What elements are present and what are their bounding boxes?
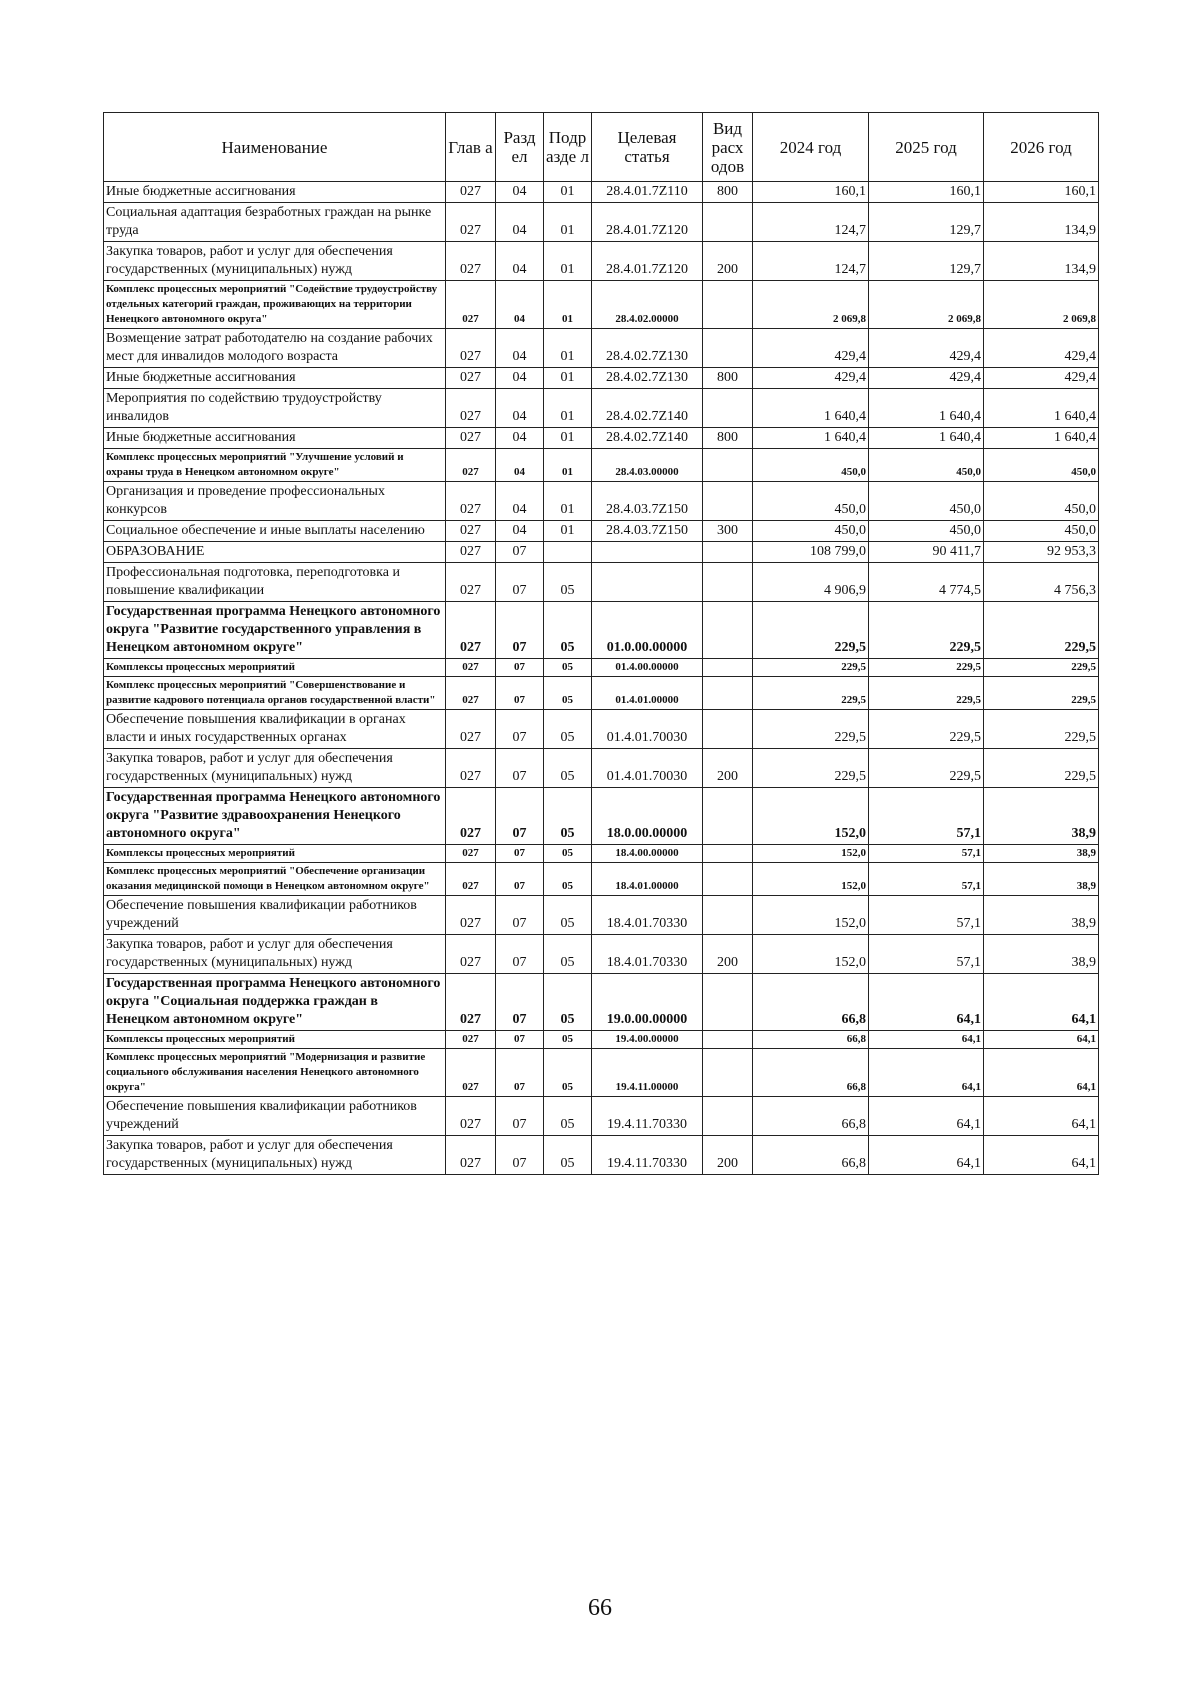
cell-2026: 229,5: [984, 602, 1099, 659]
table-row: [104, 1049, 1099, 1097]
cell-name: Обеспечение повышения квалификации работников учреждений: [104, 896, 446, 935]
cell-2024: 160,1: [753, 182, 869, 203]
cell-podrazdel: 05: [544, 659, 592, 677]
cell-vid-rashodov: [703, 329, 753, 368]
cell-vid-rashodov: [703, 482, 753, 521]
cell-razdel: 04: [496, 428, 544, 449]
cell-glava: 027: [446, 182, 496, 203]
cell-2026: 38,9: [984, 845, 1099, 863]
cell-razdel: 04: [496, 182, 544, 203]
cell-2025: 90 411,7: [869, 542, 984, 563]
cell-2026: 229,5: [984, 659, 1099, 677]
cell-2025: 4 774,5: [869, 563, 984, 602]
cell-2024: 229,5: [753, 677, 869, 710]
cell-vid-rashodov: [703, 563, 753, 602]
cell-razdel: 04: [496, 521, 544, 542]
cell-2026: 450,0: [984, 521, 1099, 542]
cell-name: Государственная программа Ненецкого автономного округа "Развитие здравоохранения Ненецкого автономного округа": [104, 788, 446, 845]
cell-name: Закупка товаров, работ и услуг для обеспечения государственных (муниципальных) нужд: [104, 749, 446, 788]
cell-glava: 027: [446, 281, 496, 329]
cell-podrazdel: 05: [544, 845, 592, 863]
cell-name: Государственная программа Ненецкого автономного округа "Развитие государственного управления в Ненецком автономном округе": [104, 602, 446, 659]
cell-2025: 229,5: [869, 659, 984, 677]
cell-podrazdel: 01: [544, 281, 592, 329]
cell-2026: 64,1: [984, 1097, 1099, 1136]
cell-2025: 129,7: [869, 203, 984, 242]
cell-vid-rashodov: [703, 449, 753, 482]
cell-razdel: 07: [496, 677, 544, 710]
cell-2024: 1 640,4: [753, 389, 869, 428]
cell-glava: 027: [446, 935, 496, 974]
cell-podrazdel: 05: [544, 1097, 592, 1136]
budget-table: [103, 112, 1099, 1175]
cell-name: Государственная программа Ненецкого автономного округа "Социальная поддержка граждан в Ненецком автономном округе": [104, 974, 446, 1031]
cell-2026: 2 069,8: [984, 281, 1099, 329]
cell-2026: 160,1: [984, 182, 1099, 203]
cell-podrazdel: 05: [544, 896, 592, 935]
cell-2025: 64,1: [869, 974, 984, 1031]
cell-celevaya-statya: 01.4.01.70030: [592, 710, 703, 749]
cell-razdel: 07: [496, 1097, 544, 1136]
cell-2026: 4 756,3: [984, 563, 1099, 602]
cell-2025: 64,1: [869, 1097, 984, 1136]
cell-podrazdel: 05: [544, 710, 592, 749]
cell-glava: 027: [446, 974, 496, 1031]
table-row: [104, 896, 1099, 935]
table-header-row: [104, 113, 1099, 182]
cell-podrazdel: 05: [544, 563, 592, 602]
header-celevaya-statya: Целевая статья: [592, 113, 703, 182]
header-vid-rashodov: Вид расх одов: [703, 113, 753, 182]
cell-glava: 027: [446, 542, 496, 563]
table-row: [104, 974, 1099, 1031]
cell-name: Комплексы процессных мероприятий: [104, 659, 446, 677]
cell-podrazdel: 05: [544, 974, 592, 1031]
cell-vid-rashodov: [703, 281, 753, 329]
cell-celevaya-statya: 18.4.01.00000: [592, 863, 703, 896]
table-row: [104, 1097, 1099, 1136]
cell-vid-rashodov: [703, 863, 753, 896]
cell-razdel: 07: [496, 896, 544, 935]
cell-razdel: 07: [496, 935, 544, 974]
header-name: Наименование: [104, 113, 446, 182]
table-row: [104, 935, 1099, 974]
cell-2024: 450,0: [753, 482, 869, 521]
cell-celevaya-statya: 28.4.01.7Z120: [592, 242, 703, 281]
cell-glava: 027: [446, 788, 496, 845]
cell-vid-rashodov: [703, 677, 753, 710]
cell-name: Возмещение затрат работодателю на создание рабочих мест для инвалидов молодого возраста: [104, 329, 446, 368]
cell-podrazdel: 01: [544, 389, 592, 428]
table-row: [104, 677, 1099, 710]
cell-razdel: 07: [496, 1049, 544, 1097]
cell-2025: 64,1: [869, 1031, 984, 1049]
cell-vid-rashodov: [703, 203, 753, 242]
cell-celevaya-statya: 19.0.00.00000: [592, 974, 703, 1031]
cell-glava: 027: [446, 389, 496, 428]
cell-2024: 66,8: [753, 1136, 869, 1175]
cell-2024: 66,8: [753, 1097, 869, 1136]
cell-vid-rashodov: [703, 1097, 753, 1136]
table-row: [104, 749, 1099, 788]
cell-2025: 2 069,8: [869, 281, 984, 329]
cell-2025: 229,5: [869, 677, 984, 710]
cell-2025: 450,0: [869, 449, 984, 482]
cell-2026: 229,5: [984, 677, 1099, 710]
cell-glava: 027: [446, 710, 496, 749]
cell-celevaya-statya: 28.4.01.7Z120: [592, 203, 703, 242]
cell-podrazdel: 01: [544, 368, 592, 389]
cell-2025: 64,1: [869, 1049, 984, 1097]
cell-name: Комплекс процессных мероприятий "Содействие трудоустройству отдельных категорий граждан, проживающих на территории Ненецкого автономного округа": [104, 281, 446, 329]
cell-2026: 134,9: [984, 242, 1099, 281]
cell-name: Иные бюджетные ассигнования: [104, 428, 446, 449]
cell-2026: 134,9: [984, 203, 1099, 242]
cell-2024: 2 069,8: [753, 281, 869, 329]
table-row: [104, 203, 1099, 242]
cell-2024: 108 799,0: [753, 542, 869, 563]
cell-2024: 229,5: [753, 710, 869, 749]
cell-razdel: 07: [496, 563, 544, 602]
cell-vid-rashodov: [703, 542, 753, 563]
cell-vid-rashodov: [703, 659, 753, 677]
cell-celevaya-statya: 18.4.01.70330: [592, 935, 703, 974]
cell-name: Социальное обеспечение и иные выплаты населению: [104, 521, 446, 542]
table-row: [104, 845, 1099, 863]
cell-vid-rashodov: [703, 710, 753, 749]
cell-celevaya-statya: 19.4.00.00000: [592, 1031, 703, 1049]
cell-2026: 38,9: [984, 788, 1099, 845]
cell-glava: 027: [446, 749, 496, 788]
cell-2025: 450,0: [869, 482, 984, 521]
cell-podrazdel: 01: [544, 482, 592, 521]
cell-celevaya-statya: 18.0.00.00000: [592, 788, 703, 845]
cell-vid-rashodov: 200: [703, 1136, 753, 1175]
cell-podrazdel: 05: [544, 1049, 592, 1097]
cell-glava: 027: [446, 1136, 496, 1175]
cell-2024: 152,0: [753, 845, 869, 863]
header-razdel: Разд ел: [496, 113, 544, 182]
cell-vid-rashodov: 200: [703, 935, 753, 974]
table-row: [104, 788, 1099, 845]
cell-podrazdel: 05: [544, 602, 592, 659]
cell-razdel: 07: [496, 659, 544, 677]
table-row: [104, 563, 1099, 602]
table-row: [104, 182, 1099, 203]
cell-name: Закупка товаров, работ и услуг для обеспечения государственных (муниципальных) нужд: [104, 935, 446, 974]
cell-razdel: 04: [496, 389, 544, 428]
cell-razdel: 07: [496, 602, 544, 659]
cell-glava: 027: [446, 845, 496, 863]
cell-glava: 027: [446, 482, 496, 521]
cell-celevaya-statya: [592, 542, 703, 563]
cell-glava: 027: [446, 602, 496, 659]
cell-2026: 64,1: [984, 1031, 1099, 1049]
cell-glava: 027: [446, 329, 496, 368]
cell-podrazdel: 01: [544, 182, 592, 203]
cell-podrazdel: 01: [544, 329, 592, 368]
cell-celevaya-statya: 19.4.11.70330: [592, 1097, 703, 1136]
cell-2024: 152,0: [753, 935, 869, 974]
cell-vid-rashodov: [703, 974, 753, 1031]
cell-glava: 027: [446, 521, 496, 542]
cell-celevaya-statya: 18.4.01.70330: [592, 896, 703, 935]
cell-razdel: 07: [496, 1031, 544, 1049]
cell-vid-rashodov: [703, 1049, 753, 1097]
cell-name: ОБРАЗОВАНИЕ: [104, 542, 446, 563]
cell-2025: 429,4: [869, 329, 984, 368]
table-row: [104, 542, 1099, 563]
cell-glava: 027: [446, 563, 496, 602]
cell-celevaya-statya: 19.4.11.70330: [592, 1136, 703, 1175]
cell-2025: 57,1: [869, 788, 984, 845]
table-row: [104, 329, 1099, 368]
cell-2026: 229,5: [984, 710, 1099, 749]
cell-name: Закупка товаров, работ и услуг для обеспечения государственных (муниципальных) нужд: [104, 1136, 446, 1175]
table-row: [104, 482, 1099, 521]
cell-2024: 66,8: [753, 1049, 869, 1097]
cell-2024: 429,4: [753, 368, 869, 389]
table-row: [104, 521, 1099, 542]
cell-glava: 027: [446, 863, 496, 896]
cell-2025: 1 640,4: [869, 428, 984, 449]
cell-2024: 429,4: [753, 329, 869, 368]
table-row: [104, 1136, 1099, 1175]
cell-glava: 027: [446, 1097, 496, 1136]
cell-2025: 429,4: [869, 368, 984, 389]
cell-podrazdel: 01: [544, 242, 592, 281]
cell-celevaya-statya: [592, 563, 703, 602]
cell-2026: 38,9: [984, 935, 1099, 974]
cell-celevaya-statya: 28.4.02.7Z130: [592, 329, 703, 368]
cell-celevaya-statya: 01.4.01.70030: [592, 749, 703, 788]
cell-2025: 64,1: [869, 1136, 984, 1175]
cell-name: Иные бюджетные ассигнования: [104, 368, 446, 389]
cell-2025: 229,5: [869, 749, 984, 788]
cell-razdel: 04: [496, 203, 544, 242]
cell-name: Комплексы процессных мероприятий: [104, 845, 446, 863]
cell-name: Организация и проведение профессиональных конкурсов: [104, 482, 446, 521]
cell-2026: 450,0: [984, 449, 1099, 482]
cell-celevaya-statya: 28.4.02.7Z130: [592, 368, 703, 389]
cell-2025: 57,1: [869, 863, 984, 896]
cell-2025: 160,1: [869, 182, 984, 203]
cell-2025: 57,1: [869, 845, 984, 863]
cell-name: Закупка товаров, работ и услуг для обеспечения государственных (муниципальных) нужд: [104, 242, 446, 281]
cell-2025: 450,0: [869, 521, 984, 542]
table-row: [104, 428, 1099, 449]
cell-2024: 229,5: [753, 659, 869, 677]
cell-2024: 152,0: [753, 788, 869, 845]
cell-2024: 124,7: [753, 203, 869, 242]
cell-2024: 4 906,9: [753, 563, 869, 602]
cell-podrazdel: 05: [544, 749, 592, 788]
cell-name: Обеспечение повышения квалификации в органах власти и иных государственных органах: [104, 710, 446, 749]
cell-2024: 66,8: [753, 1031, 869, 1049]
cell-celevaya-statya: 28.4.03.7Z150: [592, 521, 703, 542]
cell-celevaya-statya: 19.4.11.00000: [592, 1049, 703, 1097]
cell-name: Мероприятия по содействию трудоустройству инвалидов: [104, 389, 446, 428]
table-row: [104, 281, 1099, 329]
cell-vid-rashodov: 800: [703, 428, 753, 449]
cell-2026: 92 953,3: [984, 542, 1099, 563]
cell-razdel: 07: [496, 845, 544, 863]
cell-glava: 027: [446, 1049, 496, 1097]
header-podrazdel: Подр азде л: [544, 113, 592, 182]
cell-podrazdel: 01: [544, 428, 592, 449]
cell-glava: 027: [446, 368, 496, 389]
cell-2024: 152,0: [753, 863, 869, 896]
header-2024: 2024 год: [753, 113, 869, 182]
cell-vid-rashodov: 800: [703, 182, 753, 203]
table-row: [104, 710, 1099, 749]
cell-celevaya-statya: 28.4.02.7Z140: [592, 389, 703, 428]
header-2025: 2025 год: [869, 113, 984, 182]
cell-2025: 57,1: [869, 935, 984, 974]
cell-celevaya-statya: 18.4.00.00000: [592, 845, 703, 863]
cell-celevaya-statya: 28.4.02.00000: [592, 281, 703, 329]
cell-name: Обеспечение повышения квалификации работников учреждений: [104, 1097, 446, 1136]
cell-2025: 129,7: [869, 242, 984, 281]
cell-name: Комплекс процессных мероприятий "Улучшение условий и охраны труда в Ненецком автономном округе": [104, 449, 446, 482]
table-row: [104, 242, 1099, 281]
cell-glava: 027: [446, 428, 496, 449]
cell-name: Комплекс процессных мероприятий "Обеспечение организации оказания медицинской помощи в Ненецком автономном округе": [104, 863, 446, 896]
cell-razdel: 07: [496, 863, 544, 896]
cell-2026: 1 640,4: [984, 389, 1099, 428]
cell-celevaya-statya: 28.4.02.7Z140: [592, 428, 703, 449]
cell-razdel: 07: [496, 788, 544, 845]
cell-razdel: 07: [496, 974, 544, 1031]
cell-2026: 38,9: [984, 896, 1099, 935]
cell-name: Иные бюджетные ассигнования: [104, 182, 446, 203]
cell-name: Комплексы процессных мероприятий: [104, 1031, 446, 1049]
cell-2026: 64,1: [984, 1136, 1099, 1175]
cell-razdel: 04: [496, 329, 544, 368]
cell-vid-rashodov: [703, 845, 753, 863]
cell-2025: 229,5: [869, 710, 984, 749]
cell-vid-rashodov: 300: [703, 521, 753, 542]
cell-vid-rashodov: [703, 602, 753, 659]
table-row: [104, 659, 1099, 677]
cell-celevaya-statya: 28.4.03.7Z150: [592, 482, 703, 521]
cell-2024: 229,5: [753, 602, 869, 659]
cell-2024: 450,0: [753, 449, 869, 482]
table-row: [104, 1031, 1099, 1049]
cell-name: Социальная адаптация безработных граждан на рынке труда: [104, 203, 446, 242]
cell-glava: 027: [446, 659, 496, 677]
cell-2025: 229,5: [869, 602, 984, 659]
cell-celevaya-statya: 01.4.00.00000: [592, 659, 703, 677]
page-number: 66: [588, 1595, 612, 1621]
cell-2024: 229,5: [753, 749, 869, 788]
cell-2026: 64,1: [984, 1049, 1099, 1097]
cell-razdel: 04: [496, 242, 544, 281]
cell-glava: 027: [446, 449, 496, 482]
cell-glava: 027: [446, 1031, 496, 1049]
table-row: [104, 602, 1099, 659]
cell-2025: 57,1: [869, 896, 984, 935]
cell-glava: 027: [446, 242, 496, 281]
cell-2026: 64,1: [984, 974, 1099, 1031]
cell-2025: 1 640,4: [869, 389, 984, 428]
cell-name: Профессиональная подготовка, переподготовка и повышение квалификации: [104, 563, 446, 602]
cell-razdel: 07: [496, 1136, 544, 1175]
cell-2026: 229,5: [984, 749, 1099, 788]
cell-2024: 124,7: [753, 242, 869, 281]
table-row: [104, 449, 1099, 482]
cell-podrazdel: 05: [544, 935, 592, 974]
cell-razdel: 04: [496, 281, 544, 329]
cell-2026: 1 640,4: [984, 428, 1099, 449]
cell-vid-rashodov: 200: [703, 242, 753, 281]
cell-2024: 1 640,4: [753, 428, 869, 449]
table-row: [104, 389, 1099, 428]
cell-glava: 027: [446, 203, 496, 242]
table-body: [104, 182, 1099, 1175]
cell-celevaya-statya: 01.4.01.00000: [592, 677, 703, 710]
cell-glava: 027: [446, 677, 496, 710]
table-row: [104, 863, 1099, 896]
cell-razdel: 04: [496, 368, 544, 389]
cell-celevaya-statya: 28.4.03.00000: [592, 449, 703, 482]
cell-podrazdel: 05: [544, 677, 592, 710]
cell-razdel: 04: [496, 482, 544, 521]
cell-podrazdel: 05: [544, 788, 592, 845]
cell-vid-rashodov: [703, 389, 753, 428]
cell-2026: 450,0: [984, 482, 1099, 521]
cell-podrazdel: 05: [544, 863, 592, 896]
cell-podrazdel: 05: [544, 1136, 592, 1175]
cell-podrazdel: 01: [544, 521, 592, 542]
table-row: [104, 368, 1099, 389]
cell-vid-rashodov: [703, 788, 753, 845]
cell-vid-rashodov: [703, 896, 753, 935]
cell-name: Комплекс процессных мероприятий "Совершенствование и развитие кадрового потенциала органов государственной власти": [104, 677, 446, 710]
cell-2026: 38,9: [984, 863, 1099, 896]
cell-razdel: 07: [496, 749, 544, 788]
cell-vid-rashodov: 200: [703, 749, 753, 788]
cell-podrazdel: 05: [544, 1031, 592, 1049]
cell-name: Комплекс процессных мероприятий "Модернизация и развитие социального обслуживания населения Ненецкого автономного округа": [104, 1049, 446, 1097]
cell-2024: 450,0: [753, 521, 869, 542]
cell-celevaya-statya: 01.0.00.00000: [592, 602, 703, 659]
cell-2026: 429,4: [984, 329, 1099, 368]
header-glava: Глав а: [446, 113, 496, 182]
cell-celevaya-statya: 28.4.01.7Z110: [592, 182, 703, 203]
cell-podrazdel: 01: [544, 203, 592, 242]
cell-glava: 027: [446, 896, 496, 935]
cell-2026: 429,4: [984, 368, 1099, 389]
header-2026: 2026 год: [984, 113, 1099, 182]
cell-podrazdel: [544, 542, 592, 563]
cell-podrazdel: 01: [544, 449, 592, 482]
cell-2024: 66,8: [753, 974, 869, 1031]
cell-razdel: 07: [496, 710, 544, 749]
cell-vid-rashodov: 800: [703, 368, 753, 389]
cell-razdel: 04: [496, 449, 544, 482]
cell-razdel: 07: [496, 542, 544, 563]
cell-2024: 152,0: [753, 896, 869, 935]
cell-vid-rashodov: [703, 1031, 753, 1049]
